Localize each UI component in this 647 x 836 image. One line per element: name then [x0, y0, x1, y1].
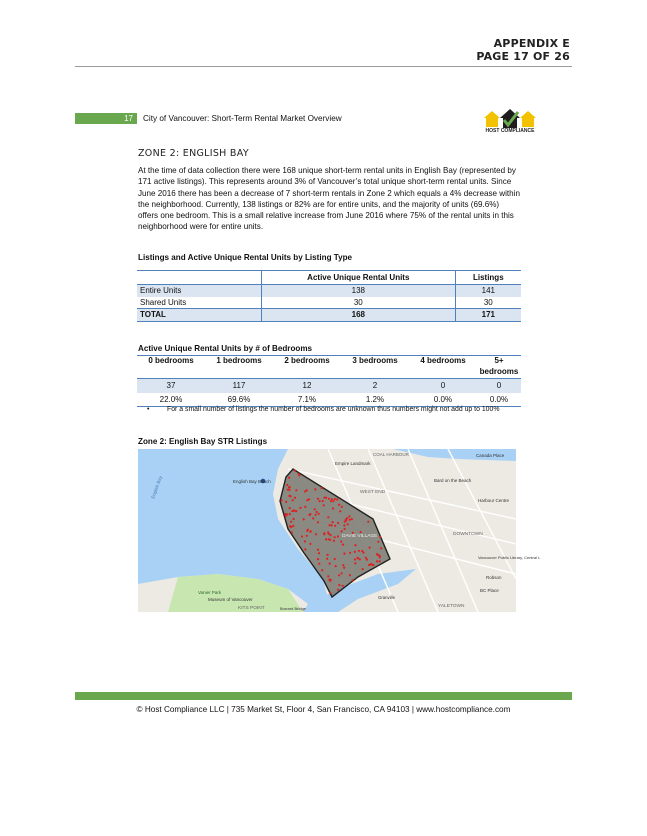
table-row	[137, 297, 521, 309]
str-listing-dot	[330, 579, 332, 581]
str-listing-dot	[359, 558, 361, 560]
map-label-granville: Granville	[378, 595, 395, 600]
total-row	[137, 309, 521, 322]
str-listing-dot	[314, 488, 316, 490]
str-listing-dot	[315, 514, 317, 516]
row-label: Shared Units	[140, 297, 187, 307]
str-listing-dot	[323, 504, 325, 506]
str-listing-dot	[367, 521, 369, 523]
str-listing-dot	[337, 535, 339, 537]
str-listing-dot	[321, 569, 323, 571]
row-label: TOTAL	[137, 309, 262, 322]
str-listing-dot	[332, 500, 334, 502]
str-listing-dot	[291, 510, 293, 512]
map-label-robson: Robson	[486, 575, 502, 580]
listings-cell: 141	[455, 285, 521, 297]
percent-cell: 0.0%	[409, 393, 477, 407]
table-header-row	[137, 271, 521, 285]
map-label-downtown: DOWNTOWN	[453, 532, 483, 537]
str-listing-dot	[336, 498, 338, 500]
str-listing-dot	[340, 541, 342, 543]
str-listing-dot	[294, 497, 296, 499]
str-listing-dot	[354, 562, 356, 564]
str-listing-dot	[294, 470, 296, 472]
listing-type-table	[137, 270, 521, 322]
footer-text: © Host Compliance LLC | 735 Market St, Floor 4, San Francisco, CA 94103 | www.hostcompliance.com	[136, 705, 511, 714]
str-listing-dot	[286, 484, 288, 486]
str-listing-dot	[329, 563, 331, 565]
str-listing-dot	[337, 589, 339, 591]
map-label-yaletown: YALETOWN	[438, 604, 465, 609]
str-listing-dot	[329, 524, 331, 526]
english-bay-map	[138, 449, 541, 612]
str-listing-dot	[376, 560, 378, 562]
str-listing-dot	[344, 528, 346, 530]
str-listing-dot	[379, 560, 381, 562]
str-listing-dot	[329, 592, 331, 594]
str-listing-dot	[323, 532, 325, 534]
str-listing-dot	[334, 558, 336, 560]
str-listing-dot	[309, 543, 311, 545]
str-listing-dot	[379, 556, 381, 558]
str-listing-dot	[309, 513, 311, 515]
table-header-cell: Listings	[455, 271, 521, 285]
table-row	[137, 285, 521, 297]
str-listing-dot	[358, 550, 360, 552]
zone-title: ZONE 2: ENGLISH BAY	[138, 148, 249, 159]
str-listing-dot	[288, 486, 290, 488]
str-listing-dot	[317, 549, 319, 551]
count-cell: 117	[205, 379, 273, 393]
str-listing-dot	[343, 524, 345, 526]
percent-cell: 7.1%	[273, 393, 341, 407]
str-listing-dot	[371, 564, 373, 566]
bullet-icon: •	[147, 406, 150, 413]
str-listing-dot	[299, 507, 301, 509]
str-listing-dot	[349, 574, 351, 576]
percent-cell: 0.0%	[477, 393, 521, 407]
table-header-cell: 1 bedrooms	[205, 356, 273, 379]
percent-cell: 69.6%	[205, 393, 273, 407]
str-listing-dot	[331, 524, 333, 526]
str-listing-dot	[314, 508, 316, 510]
bedrooms-table	[137, 355, 521, 407]
str-listing-dot	[287, 489, 289, 491]
str-listing-dot	[303, 518, 305, 520]
str-listing-dot	[319, 500, 321, 502]
str-listing-dot	[289, 507, 291, 509]
str-listing-dot	[334, 536, 336, 538]
str-listing-dot	[321, 487, 323, 489]
intro-paragraph: At the time of data collection there were 168 unique short-term rental units in English Bay (represented by 171 active listings). This represents around 3% of Vancouver’s total unique short-term rental units. Since June 2016 there has been a decrease of 7 short-term rentals in Zone 2 which equals a 4% decrease within the neighborhood. Currently, 138 listings or 82% are for entire units, and the majority of units (69.6%) offers one bedroom. This is a small relative increase from June 2016 where 75% of the rental units in this neighborhood were for entire units.	[138, 166, 520, 232]
str-listing-dot	[327, 575, 329, 577]
str-listing-dot	[317, 558, 319, 560]
str-listing-dot	[304, 548, 306, 550]
str-listing-dot	[304, 506, 306, 508]
map-label-harbour-centre: Harbour Centre	[478, 498, 510, 503]
report-title: City of Vancouver: Short-Term Rental Market Overview	[143, 114, 342, 123]
str-listing-dot	[291, 531, 293, 533]
logo-text: HOST COMPLIANCE	[485, 128, 535, 134]
str-listing-dot	[285, 513, 287, 515]
str-listing-dot	[334, 498, 336, 500]
str-listing-dot	[285, 501, 287, 503]
str-listing-dot	[341, 506, 343, 508]
str-listing-dot	[293, 518, 295, 520]
str-listing-dot	[343, 553, 345, 555]
listings-cell: 171	[455, 309, 521, 322]
table-header-cell: Active Unique Rental Units	[262, 271, 456, 285]
str-listing-dot	[330, 534, 332, 536]
str-listing-dot	[357, 557, 359, 559]
str-listing-dot	[331, 498, 333, 500]
map-label-museum: Museum of Vancouver	[208, 597, 253, 602]
count-cell: 0	[409, 379, 477, 393]
str-listing-dot	[306, 535, 308, 537]
table-header-cell: 0 bedrooms	[137, 356, 205, 379]
str-listing-dot	[349, 552, 351, 554]
str-listing-dot	[334, 525, 336, 527]
str-listing-dot	[317, 498, 319, 500]
row-label: Entire Units	[137, 285, 262, 297]
table-row	[137, 379, 521, 393]
map-label-bc-place: BC Place	[480, 588, 499, 593]
listing-type-table-title: Listings and Active Unique Rental Units by Listing Type	[138, 253, 353, 262]
str-listing-dot	[338, 574, 340, 576]
str-listing-dot	[376, 553, 378, 555]
table-header-cell: 2 bedrooms	[273, 356, 341, 379]
str-listing-dot	[317, 521, 319, 523]
str-listing-dot	[301, 535, 303, 537]
str-listing-dot	[362, 568, 364, 570]
map-label-empire: Empire Landmark	[335, 461, 371, 466]
str-listing-dot	[289, 513, 291, 515]
str-listing-dot	[292, 525, 294, 527]
map-label-kits-point: KITS POINT	[238, 606, 265, 611]
str-listing-dot	[318, 552, 320, 554]
str-listing-dot	[295, 510, 297, 512]
str-listing-dot	[306, 530, 308, 532]
str-listing-dot	[343, 567, 345, 569]
count-cell: 2	[341, 379, 409, 393]
str-listing-dot	[341, 530, 343, 532]
str-listing-dot	[290, 495, 292, 497]
map-label-bard: Bard on the Beach	[434, 478, 472, 483]
table-header-cell	[137, 271, 262, 285]
str-listing-dot	[309, 530, 311, 532]
map-label-vanier: Vanier Park	[198, 590, 222, 595]
str-listing-dot	[335, 565, 337, 567]
units-cell: 138	[262, 285, 456, 297]
count-cell: 37	[137, 379, 205, 393]
str-listing-dot	[285, 515, 287, 517]
str-listing-dot	[295, 489, 297, 491]
str-listing-dot	[339, 510, 341, 512]
str-listing-dot	[288, 477, 290, 479]
str-listing-dot	[360, 531, 362, 533]
str-listing-dot	[354, 544, 356, 546]
str-listing-dot	[325, 538, 327, 540]
units-cell: 30	[262, 297, 456, 309]
map-label-bridge: Burrard Bridge	[280, 606, 307, 611]
listings-cell: 30	[455, 297, 521, 309]
str-listing-dot	[289, 525, 291, 527]
str-listing-dot	[332, 521, 334, 523]
count-cell: 12	[273, 379, 341, 393]
str-listing-dot	[327, 531, 329, 533]
str-listing-dot	[342, 564, 344, 566]
units-cell: 168	[262, 309, 456, 322]
appendix-header	[476, 37, 570, 63]
appendix-label: APPENDIX E	[493, 37, 570, 50]
str-listing-dot	[325, 497, 327, 499]
str-listing-dot	[327, 516, 329, 518]
str-listing-dot	[377, 541, 379, 543]
str-listing-dot	[347, 523, 349, 525]
footer-bar	[75, 692, 572, 700]
str-listing-dot	[346, 517, 348, 519]
count-cell: 0	[477, 379, 521, 393]
str-listing-dot	[328, 498, 330, 500]
str-listing-dot	[340, 572, 342, 574]
str-listing-dot	[366, 559, 368, 561]
str-listing-dot	[379, 536, 381, 538]
str-listing-dot	[327, 554, 329, 556]
str-listing-dot	[304, 540, 306, 542]
str-listing-dot	[293, 510, 295, 512]
map-label-davie-village: DAVIE VILLAGE	[342, 534, 378, 539]
str-listing-dot	[354, 558, 356, 560]
map-label-english-bay: English Bay	[150, 475, 164, 500]
str-listing-dot	[326, 558, 328, 560]
str-listing-dot	[290, 521, 292, 523]
str-listing-dot	[292, 499, 294, 501]
map-title: Zone 2: English Bay STR Listings	[138, 437, 268, 446]
bedrooms-footnote: For a small number of listings the number of bedrooms are unknown thus numbers might not add up to 100%	[167, 406, 500, 413]
str-listing-dot	[342, 544, 344, 546]
percent-cell: 22.0%	[137, 393, 205, 407]
str-listing-dot	[368, 564, 370, 566]
map-label-west-end: WEST END	[360, 490, 386, 495]
map-label-coal-harbour: COAL HARBOUR	[373, 452, 409, 457]
page-count: PAGE 17 OF 26	[476, 50, 570, 63]
table-header-cell: 5+ bedrooms	[477, 356, 521, 379]
str-listing-dot	[342, 585, 344, 587]
str-listing-dot	[352, 579, 354, 581]
table-header-cell: 4 bedrooms	[409, 356, 477, 379]
str-listing-dot	[316, 511, 318, 513]
str-listing-dot	[312, 517, 314, 519]
str-listing-dot	[369, 547, 371, 549]
str-listing-dot	[338, 504, 340, 506]
str-listing-dot	[330, 500, 332, 502]
str-listing-dot	[361, 550, 363, 552]
str-listing-dot	[333, 540, 335, 542]
map-label-english-bay-beach: English Bay Beach	[233, 479, 271, 484]
str-listing-dot	[338, 584, 340, 586]
str-listing-dot	[318, 513, 320, 515]
str-listing-dot	[351, 518, 353, 520]
str-listing-dot	[332, 507, 334, 509]
str-listing-dot	[380, 547, 382, 549]
str-listing-dot	[337, 522, 339, 524]
str-listing-dot	[306, 489, 308, 491]
page-number-badge: 17	[75, 113, 137, 124]
str-listing-dot	[322, 500, 324, 502]
str-listing-dot	[280, 499, 282, 501]
table-header-cell: 3 bedrooms	[341, 356, 409, 379]
str-listing-dot	[318, 563, 320, 565]
str-listing-dot	[354, 551, 356, 553]
map-label-canada-place: Canada Place	[476, 453, 505, 458]
str-listing-dot	[315, 533, 317, 535]
str-listing-dot	[298, 473, 300, 475]
str-listing-dot	[365, 557, 367, 559]
str-listing-dot	[349, 519, 351, 521]
str-listing-dot	[306, 499, 308, 501]
percent-cell: 1.2%	[341, 393, 409, 407]
str-listing-dot	[348, 515, 350, 517]
str-listing-dot	[328, 538, 330, 540]
table-header-row	[137, 356, 521, 379]
header-rule	[75, 66, 572, 67]
map-label-library: Vancouver Public Library, Central L	[478, 555, 541, 560]
bedrooms-table-title: Active Unique Rental Units by # of Bedrooms	[138, 344, 313, 353]
